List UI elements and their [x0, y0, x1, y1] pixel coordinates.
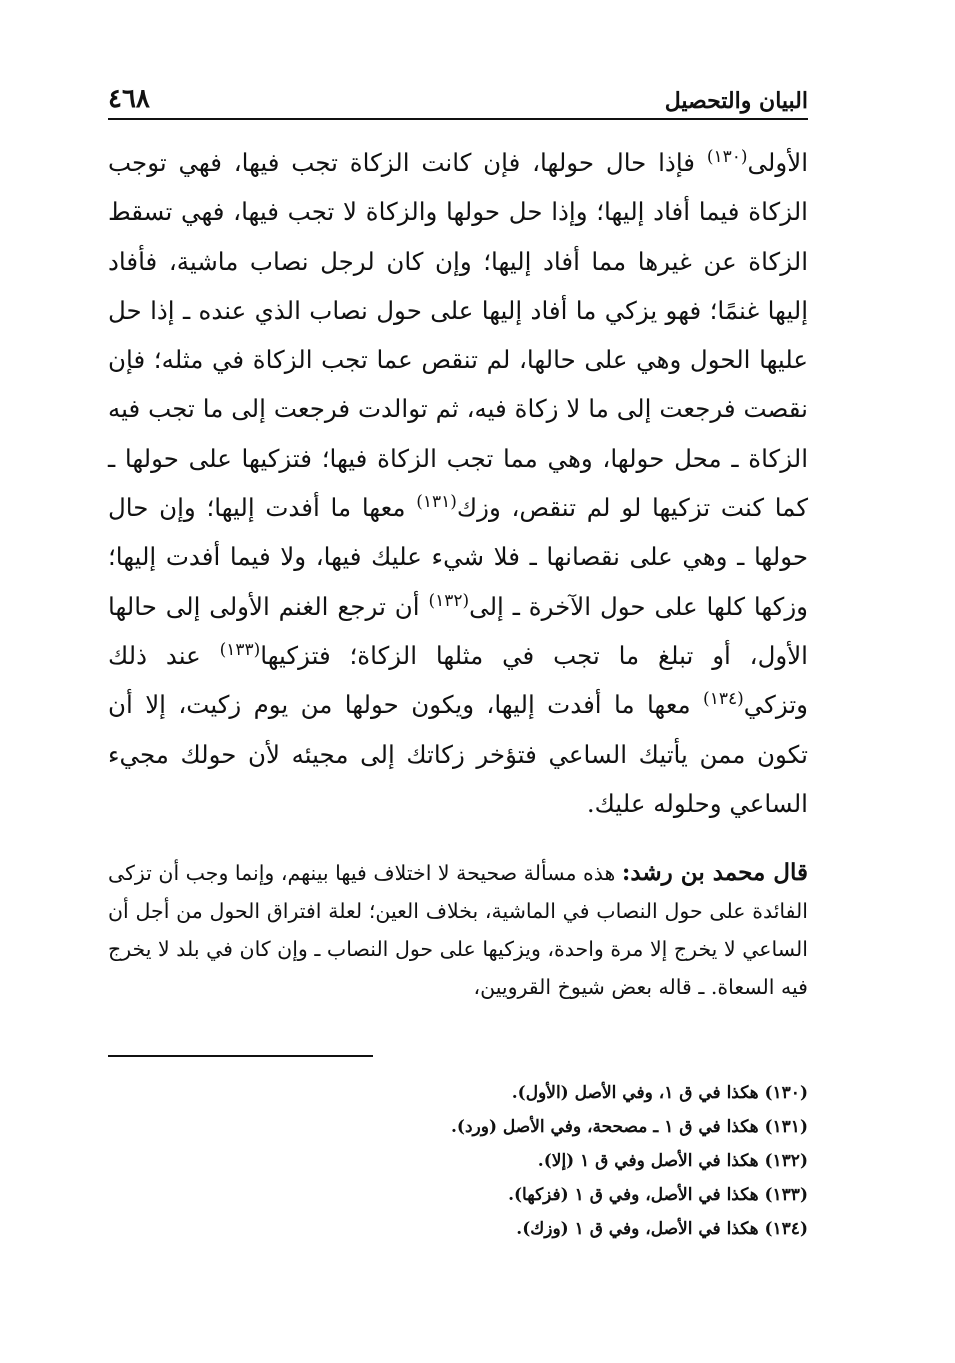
- text-segment: معها ما أفدت إليها، ويكون حولها من يوم زكيت، إلا أن تكون ممن يأتيك الساعي فتؤخر زكاتك إلى مجيئه لأن حولك مجيء الساعي وحلوله عليك.: [108, 690, 808, 818]
- running-title: البيان والتحصيل: [664, 88, 808, 114]
- footnote-134: (١٣٤) هكذا في الأصل، وفي ق ١ (وزك).: [516, 1219, 808, 1239]
- text-segment: أن ترجع الغنم الأولى إلى حالها الأول، أو تبلغ ما تجب في مثلها الزكاة؛ فتزكيها: [108, 591, 808, 670]
- text-segment: عند ذلك وتزكي: [108, 640, 808, 720]
- footnote-130: (١٣٠) هكذا في ق ١، وفي الأصل (الأول).: [511, 1083, 808, 1103]
- footnote-ref-130: (١٣٠): [706, 146, 748, 167]
- text-segment: فإذا حال حولها، فإن كانت الزكاة تجب فيها، فهي توجب الزكاة فيما أفاد إليها؛ وإذا حل حولها والزكاة لا تجب فيها، فهي تسقط الزكاة عن غيرها مما أفاد إليها؛ وإن كان لرجل نصاب ماشية، فأفاد إليها غنمًا؛ فهو يزكي ما أفاد إليها على حول نصاب الذي عنده ـ إذا حل عليها الحول وهي على حالها، لم تنقص عما تجب الزكاة في مثله؛ فإن نقصت فرجعت إلى ما لا زكاة فيه، ثم توالدت فرجعت إلى ما تجب فيه الزكاة ـ محل حولها، وهي مما تجب الزكاة فيها؛ فتزكيها على حولها ـ كما كنت تزكيها لو لم تنقص، وزك: [108, 148, 808, 523]
- footnote-divider: [108, 1055, 373, 1057]
- main-paragraph: [108, 138, 808, 828]
- footnote-131: (١٣١) هكذا في ق ١ ـ مصححة، وفي الأصل (ورد).: [451, 1117, 808, 1137]
- commentary-speaker: قال محمد بن رشد:: [621, 859, 809, 886]
- footnote-ref-133: (١٣٣): [219, 639, 261, 660]
- footnote-ref-134: (١٣٤): [703, 689, 744, 710]
- text-segment: الأولى: [747, 148, 808, 177]
- page-number: ٤٦٨: [108, 84, 150, 114]
- footnote-133: (١٣٣) هكذا في الأصل، وفي ق ١ (فزكها).: [508, 1185, 808, 1205]
- footnotes: [108, 1076, 808, 1246]
- footnote-ref-132: (١٣٢): [428, 590, 470, 611]
- book-page: [108, 0, 808, 1363]
- text-segment: معها ما أفدت إليها؛ وإن حال حولها ـ وهي على نقصانها ـ فلا شيء عليك فيها، ولا فيما أفدت إليها؛ وزكها كلها على حول الآخرة ـ إلى: [108, 493, 809, 621]
- commentary-text: هذه مسألة صحيحة لا اختلاف فيها بينهم، وإنما وجب أن تزكى الفائدة على حول النصاب في الماشية، بخلاف العين؛ لعلة افتراق الحول من أجل أن الساعي لا يخرج إلا مرة واحدة، ويزكيها على حول النصاب ـ وإن كان في بلد لا يخرج فيه السعاة. ـ قاله بعض شيوخ القرويين،: [108, 861, 808, 999]
- footnote-132: (١٣٢) هكذا في الأصل وفي ق ١ (إلا).: [537, 1151, 808, 1171]
- footnote-ref-131: (١٣١): [416, 491, 457, 512]
- commentary-paragraph: [108, 854, 808, 1006]
- running-header: [108, 78, 808, 120]
